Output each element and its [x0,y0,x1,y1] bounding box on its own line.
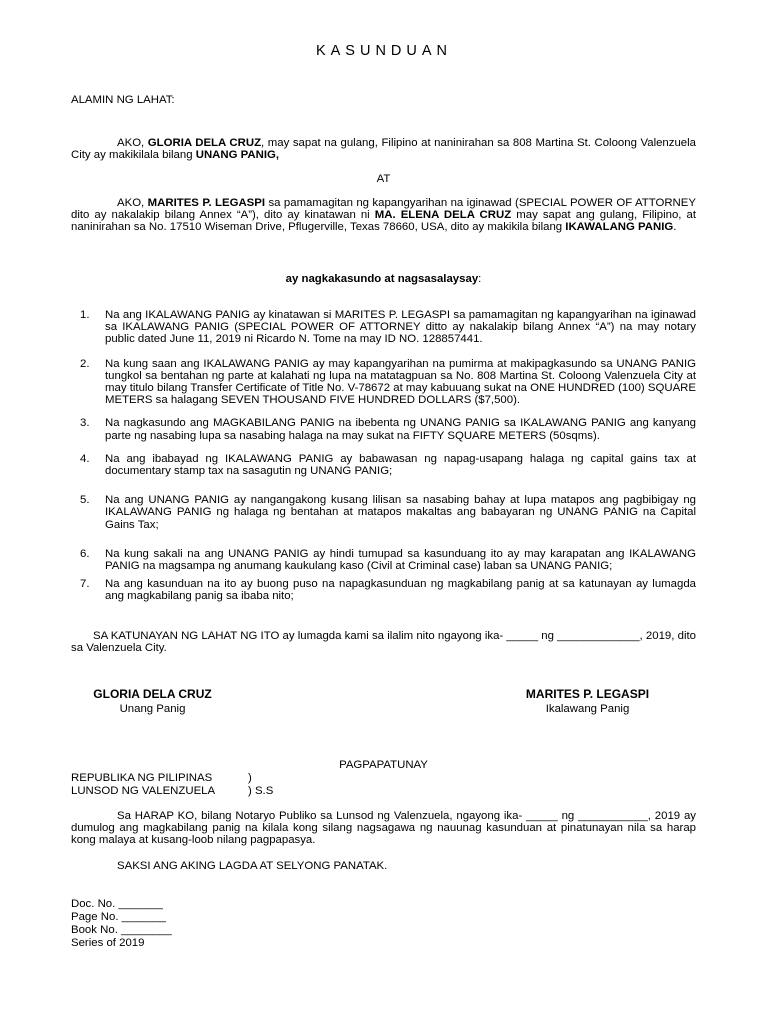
signatory-role: Unang Panig [119,703,186,716]
signatory-name: MARITES P. LEGASPI [525,687,650,701]
party2-representative: MA. ELENA DELA CRUZ [374,209,512,222]
party1-role: UNANG PANIG, [195,149,280,162]
party2-text: sa pamamagitan ng kapangyarihan na iginawad (SPECIAL POWER OF ATTORNEY dito ay nakalakip bilang Annex “A”), dito ay kinatawan ni [71,197,696,222]
agreement-item [80,309,696,346]
signatory-first-party [70,688,235,715]
venue-city: LUNSOD NG VALENZUELA [71,785,216,797]
party1-text: , may sapat na gulang, Filipino at naninirahan sa 808 Martina St. Coloong Valenzuela City ay makikilala bilang [71,137,697,162]
signatory-second-party [500,688,675,715]
item-text: Na nagkasundo ang MAGKABILANG PANIG na ibebenta ng UNANG PANIG sa IKALAWANG PANIG ang kanyang parte ng nasabing lupa sa nasabing halaga na may sukat na FIFTY SQUARE METERS (50sqms). [105,417,696,442]
venue-line-1 [71,772,696,785]
conjunction-at: AT [376,173,391,185]
notarial-register [71,898,696,950]
venue-mark: ) S.S [248,785,274,797]
party2-text-2: may sapat ang gulang, Filipino, at naninirahan sa No. 17510 Wiseman Drive, Pflugerville, Texas 78660, USA, dito ay makikila bilang [71,209,696,234]
party2-name: MARITES P. LEGASPI [147,197,266,209]
item-text: Na ang ibabayad ng IKALAWANG PANIG ay babawasan ng napag-usapang halaga ng capital gains tax at documentary stamp tax na sasagutin ng UNANG PANIG; [105,452,696,478]
item-text: Na ang IKALAWANG PANIG ay kinatawan si MARITES P. LEGASPI sa pamamagitan ng kapangyarihan na iginawad sa IKALAWANG PANIG (SPECIAL POWER OF ATTORNEY ditto ay nakalakip bilang Annex “A”) na may notary public dated June 11, 2019 ni Ricardo N. Tome na may ID NO. 128857441. [105,309,696,346]
signatory-name: GLORIA DELA CRUZ [93,687,212,701]
agreement-item [80,417,696,441]
agreement-item [80,578,696,602]
item-text: Na kung saan ang IKALAWANG PANIG ay may kapangyarihan na pumirma at makipagkasundo sa UNANG PANIG tungkol sa bentahan ng parte at kalahati ng lupa na matatagpuan sa No. 808 Martina St. Coloong Valenzuela City at may titulo bilang Transfer Certificate of Title No. V-78672 at may kabuuang sukat na ONE HUNDRED (100) SQUARE METERS sa halagang SEVEN THOUSAND FIVE HUNDRED DOLLARS ($7,500). [105,357,696,407]
item-text: Na kung sakali na ang UNANG PANIG ay hindi tumupad sa kasunduang ito ay may karapatan ang IKALAWANG PANIG na magsampa ng anumang kaukulang kaso (Civil at Criminal case) laban sa UNANG PANIG; [105,547,696,573]
notary-heading: PAGPAPATUNAY [339,759,428,771]
agreement-item [80,358,696,407]
item-text: Na ang kasunduan na ito ay buong puso na napagkasunduan ng magkabilang panig at sa katunayan ay lumagda ang magkabilang panig sa ibaba nito; [105,578,696,603]
party2-end: . [673,221,677,234]
venue-mark: ) [248,772,252,784]
venue-country: REPUBLIKA NG PILIPINAS [71,772,213,784]
venue-line-2 [71,785,696,798]
series: Series of 2019 [71,937,145,949]
notary-witness: SAKSI ANG AKING LAGDA AT SELYONG PANATAK. [117,860,388,872]
agreement-item [80,494,696,531]
page-number: Page No. _______ [71,911,167,923]
party1-name: GLORIA DELA CRUZ [147,137,262,149]
party1-pre: AKO, [117,137,148,149]
document-title: KASUNDUAN [315,43,453,59]
item-number: 6. [80,547,90,560]
item-number: 3. [80,417,90,430]
agreement-heading-colon: : [478,273,482,285]
party2-role: IKAWALANG PANIG [565,221,674,234]
book-number: Book No. ________ [71,924,172,936]
item-number: 4. [80,452,90,465]
second-party-paragraph [71,197,696,234]
agreement-heading [71,273,696,285]
signatory-role: Ikalawang Panig [545,703,630,716]
first-party-paragraph [71,137,696,161]
party2-pre: AKO, [117,197,148,209]
agreement-heading-bold: ay nagkakasundo at nagsasalaysay [285,273,479,285]
item-number: 5. [80,494,90,507]
agreement-item [80,453,696,477]
greeting: ALAMIN NG LAHAT: [71,94,175,106]
doc-number: Doc. No. _______ [71,898,163,910]
closing-statement: SA KATUNAYAN NG LAHAT NG ITO ay lumagda kami sa ilalim nito ngayong ika- _____ ng _____________, 2019, dito sa Valenzuela City. [71,630,696,655]
item-number: 1. [80,309,90,321]
agreement-items [80,309,696,603]
notary-venue [71,772,696,798]
item-text: Na ang UNANG PANIG ay nangangakong kusang lilisan sa nasabing bahay at lupa matapos ang pagbibigay ng IKALAWANG PANIG ng halaga ng bentahan at matapos makaltas ang babayaran ng UNANG PANIG na Capital Gains Tax; [105,494,696,531]
item-number: 7. [80,578,90,591]
item-number: 2. [80,357,90,370]
agreement-item [80,548,696,572]
notary-statement: Sa HARAP KO, bilang Notaryo Publiko sa Lunsod ng Valenzuela, ngayong ika- _____ ng ___________, 2019 ay dumulog ang magkabilang panig na kilala kong silang nagsagawa ng nauunag kasunduan at pinatunayan nila sa harap kong malaya at kusang-loob nilang pagpapasya. [71,810,696,847]
